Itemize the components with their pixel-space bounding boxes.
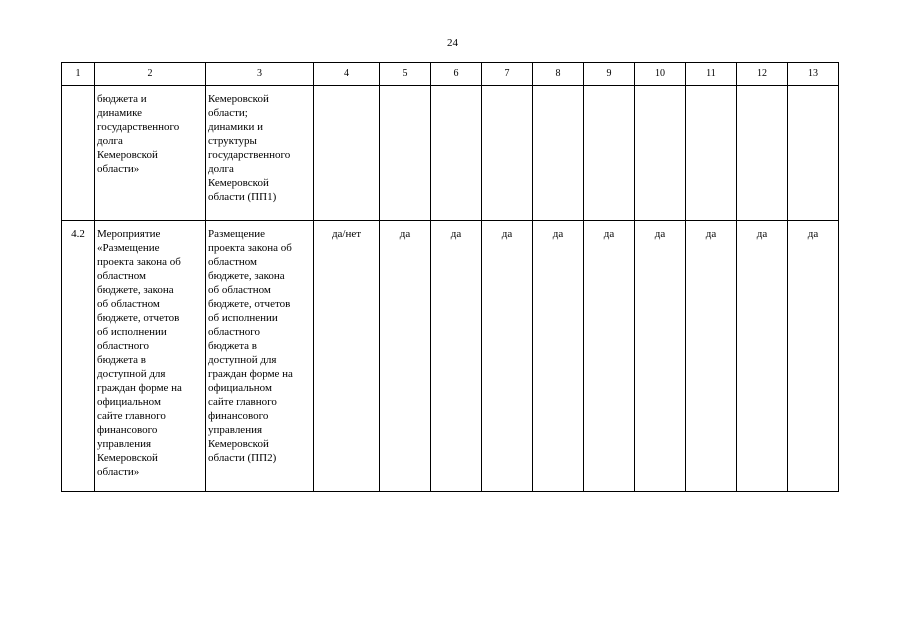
value-cell — [533, 86, 584, 221]
event-cell: Мероприятие «Размещение проекта закона об областном бюджете, закона об областном бюджете, отчетов об исполнении областного бюджета в доступной для граждан форме на официальном сайте главного финансового управления Кемеровской области» — [95, 221, 206, 492]
column-header: 12 — [737, 63, 788, 86]
value-cell: да — [584, 221, 635, 492]
value-cell — [431, 86, 482, 221]
value-cell — [737, 86, 788, 221]
page-number: 24 — [447, 37, 458, 49]
value-cell: да — [788, 221, 839, 492]
column-header: 13 — [788, 63, 839, 86]
value-cell — [584, 86, 635, 221]
column-header: 5 — [380, 63, 431, 86]
column-header: 9 — [584, 63, 635, 86]
table-header-row — [62, 63, 839, 86]
column-header: 8 — [533, 63, 584, 86]
column-header: 3 — [206, 63, 314, 86]
indicator-cell: Размещение проекта закона об областном бюджете, закона об областном бюджете, отчетов об исполнении областного бюджета в доступной для граждан форме на официальном сайте главного финансового управления Кемеровской области (ПП2) — [206, 221, 314, 492]
row-number-cell: 4.2 — [62, 221, 95, 492]
column-header: 6 — [431, 63, 482, 86]
column-header: 1 — [62, 63, 95, 86]
column-header: 11 — [686, 63, 737, 86]
indicator-cell: Кемеровской области; динамики и структуры государственного долга Кемеровской области (ПП1) — [206, 86, 314, 221]
value-cell: да — [686, 221, 737, 492]
value-cell — [686, 86, 737, 221]
value-cell — [380, 86, 431, 221]
value-cell — [482, 86, 533, 221]
value-cell: да — [635, 221, 686, 492]
unit-cell: да/нет — [314, 221, 380, 492]
column-header: 10 — [635, 63, 686, 86]
column-header: 7 — [482, 63, 533, 86]
value-cell: да — [431, 221, 482, 492]
unit-cell — [314, 86, 380, 221]
indicators-table — [61, 62, 839, 492]
value-cell: да — [533, 221, 584, 492]
row-number-cell — [62, 86, 95, 221]
value-cell: да — [482, 221, 533, 492]
value-cell — [635, 86, 686, 221]
column-header: 2 — [95, 63, 206, 86]
table-row — [62, 221, 839, 492]
value-cell: да — [737, 221, 788, 492]
value-cell — [788, 86, 839, 221]
table-row — [62, 86, 839, 221]
column-header: 4 — [314, 63, 380, 86]
event-cell: бюджета и динамике государственного долга Кемеровской области» — [95, 86, 206, 221]
value-cell: да — [380, 221, 431, 492]
